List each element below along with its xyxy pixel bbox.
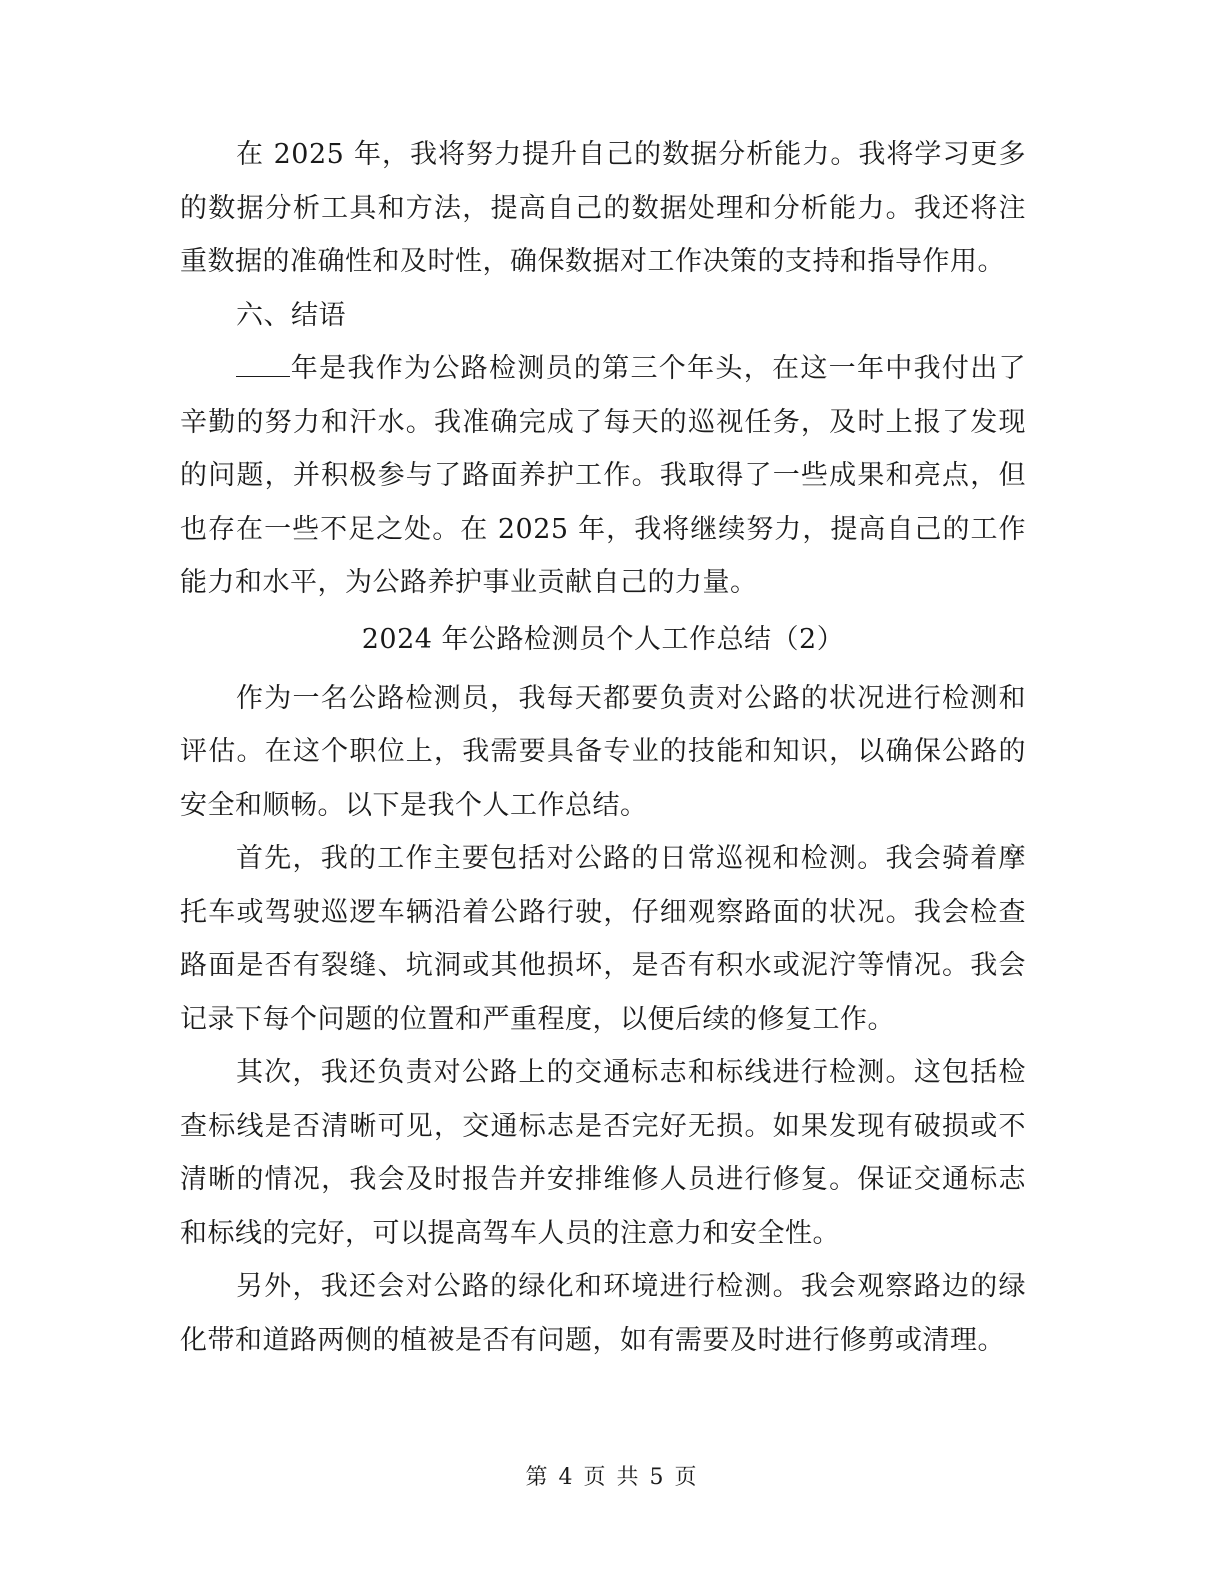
paragraph-data-analysis: 在 2025 年，我将努力提升自己的数据分析能力。我将学习更多的数据分析工具和方法，提高自己的数据处理和分析能力。我还将注重数据的准确性和及时性，确保数据对工作决策的支持和指导作用。 (180, 139, 1026, 277)
page-number-footer: 第 4 页 共 5 页 (525, 1465, 699, 1490)
conclusion-text: 年是我作为公路检测员的第三个年头，在这一年中我付出了辛勤的努力和汗水。我准确完成了每天的巡视任务，及时上报了发现的问题，并积极参与了路面养护工作。我取得了一些成果和亮点，但也存在一些不足之处。在 2025 年，我将继续努力，提高自己的工作能力和水平，为公路养护事业贡献自己的力量。 (180, 353, 1026, 598)
paragraph-greening: 另外，我还会对公路的绿化和环境进行检测。我会观察路边的绿化带和道路两侧的植被是否有问题，如有需要及时进行修剪或清理。 (180, 1271, 1026, 1356)
section-heading-conclusion: 六、结语 (236, 299, 346, 331)
paragraph-conclusion (180, 342, 1026, 610)
paragraph-patrol: 首先，我的工作主要包括对公路的日常巡视和检测。我会骑着摩托车或驾驶巡逻车辆沿着公路行驶，仔细观察路面的状况。我会检查路面是否有裂缝、坑洞或其他损坏，是否有积水或泥泞等情况。我会记录下每个问题的位置和严重程度，以便后续的修复工作。 (180, 843, 1026, 1035)
document-title: 2024 年公路检测员个人工作总结（2） (361, 623, 845, 655)
paragraph-signs: 其次，我还负责对公路上的交通标志和标线进行检测。这包括检查标线是否清晰可见，交通标志是否完好无损。如果发现有破损或不清晰的情况，我会及时报告并安排维修人员进行修复。保证交通标志和标线的完好，可以提高驾车人员的注意力和安全性。 (180, 1057, 1026, 1249)
fill-in-blank (236, 352, 290, 377)
paragraph-intro: 作为一名公路检测员，我每天都要负责对公路的状况进行检测和评估。在这个职位上，我需要具备专业的技能和知识，以确保公路的安全和顺畅。以下是我个人工作总结。 (180, 682, 1026, 821)
document-body (180, 128, 1026, 1367)
